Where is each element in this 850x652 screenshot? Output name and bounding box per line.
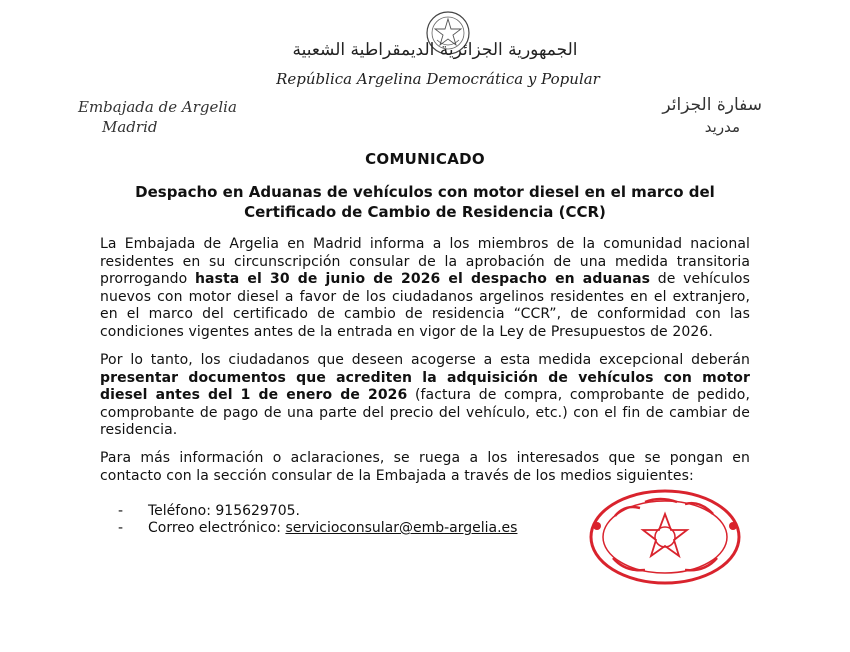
contact-phone-item bbox=[118, 503, 300, 520]
p2-text-b: (factura de compra, comprobante de pedido, comprobante de pago de una parte del precio del vehículo, etc.) con el fin de cambiar de residencia. bbox=[100, 387, 750, 439]
p2-bold-documents: presentar documentos que acrediten la adquisición de vehículos con motor diesel antes del 1 de enero de 2026 bbox=[100, 369, 750, 404]
p1-text-b: de vehículos nuevos con motor diesel a favor de los ciudadanos argelinos residentes en el extranjero, en el marco del certificado de cambio de residencia “CCR”, de conformidad con las condiciones vigentes antes de la entrada en vigor de la Ley de Presupuestos de 2026. bbox=[100, 271, 750, 340]
p2-text-a: Por lo tanto, los ciudadanos que deseen acogerse a esta medida excepcional deberán bbox=[100, 352, 750, 368]
p1-text-a: La Embajada de Argelia en Madrid informa a los miembros de la comunidad nacional residentes en su circunscripción consular de la aprobación de una medida transitoria prorrogando bbox=[100, 236, 750, 288]
official-stamp-icon bbox=[585, 486, 745, 588]
list-dash: - bbox=[118, 520, 124, 536]
embassy-city-es: Madrid bbox=[102, 118, 158, 136]
p1-bold-deadline: hasta el 30 de junio de 2026 el despacho en aduanas bbox=[194, 271, 651, 288]
paragraph-contact-intro: Para más información o aclaraciones, se ruega a los interesados que se pongan en contacto con la sección consular de la Embajada a través de los medios siguientes: bbox=[100, 450, 750, 484]
embassy-city-ar: مدريد bbox=[704, 118, 740, 136]
contact-phone: Teléfono: 915629705. bbox=[148, 503, 301, 519]
contact-email-item bbox=[118, 520, 517, 537]
contact-email-link[interactable]: servicioconsular@emb-argelia.es bbox=[285, 520, 518, 536]
arabic-republic-title: الجمهورية الجزائرية الديمقراطية الشعبية bbox=[292, 40, 578, 60]
embassy-name-es: Embajada de Argelia bbox=[78, 98, 237, 116]
paragraph-requirements bbox=[100, 352, 750, 440]
spanish-republic-title: República Argelina Democrática y Popular bbox=[276, 70, 600, 88]
embassy-name-ar: سفارة الجزائر bbox=[662, 95, 762, 115]
document-heading: COMUNICADO bbox=[365, 150, 485, 168]
document-subject: Despacho en Aduanas de vehículos con motor diesel en el marco del Certificado de Cambio de Residencia (CCR) bbox=[135, 183, 715, 221]
list-dash: - bbox=[118, 503, 124, 519]
contact-email-label: Correo electrónico: bbox=[148, 520, 286, 536]
paragraph-announcement bbox=[100, 236, 750, 342]
